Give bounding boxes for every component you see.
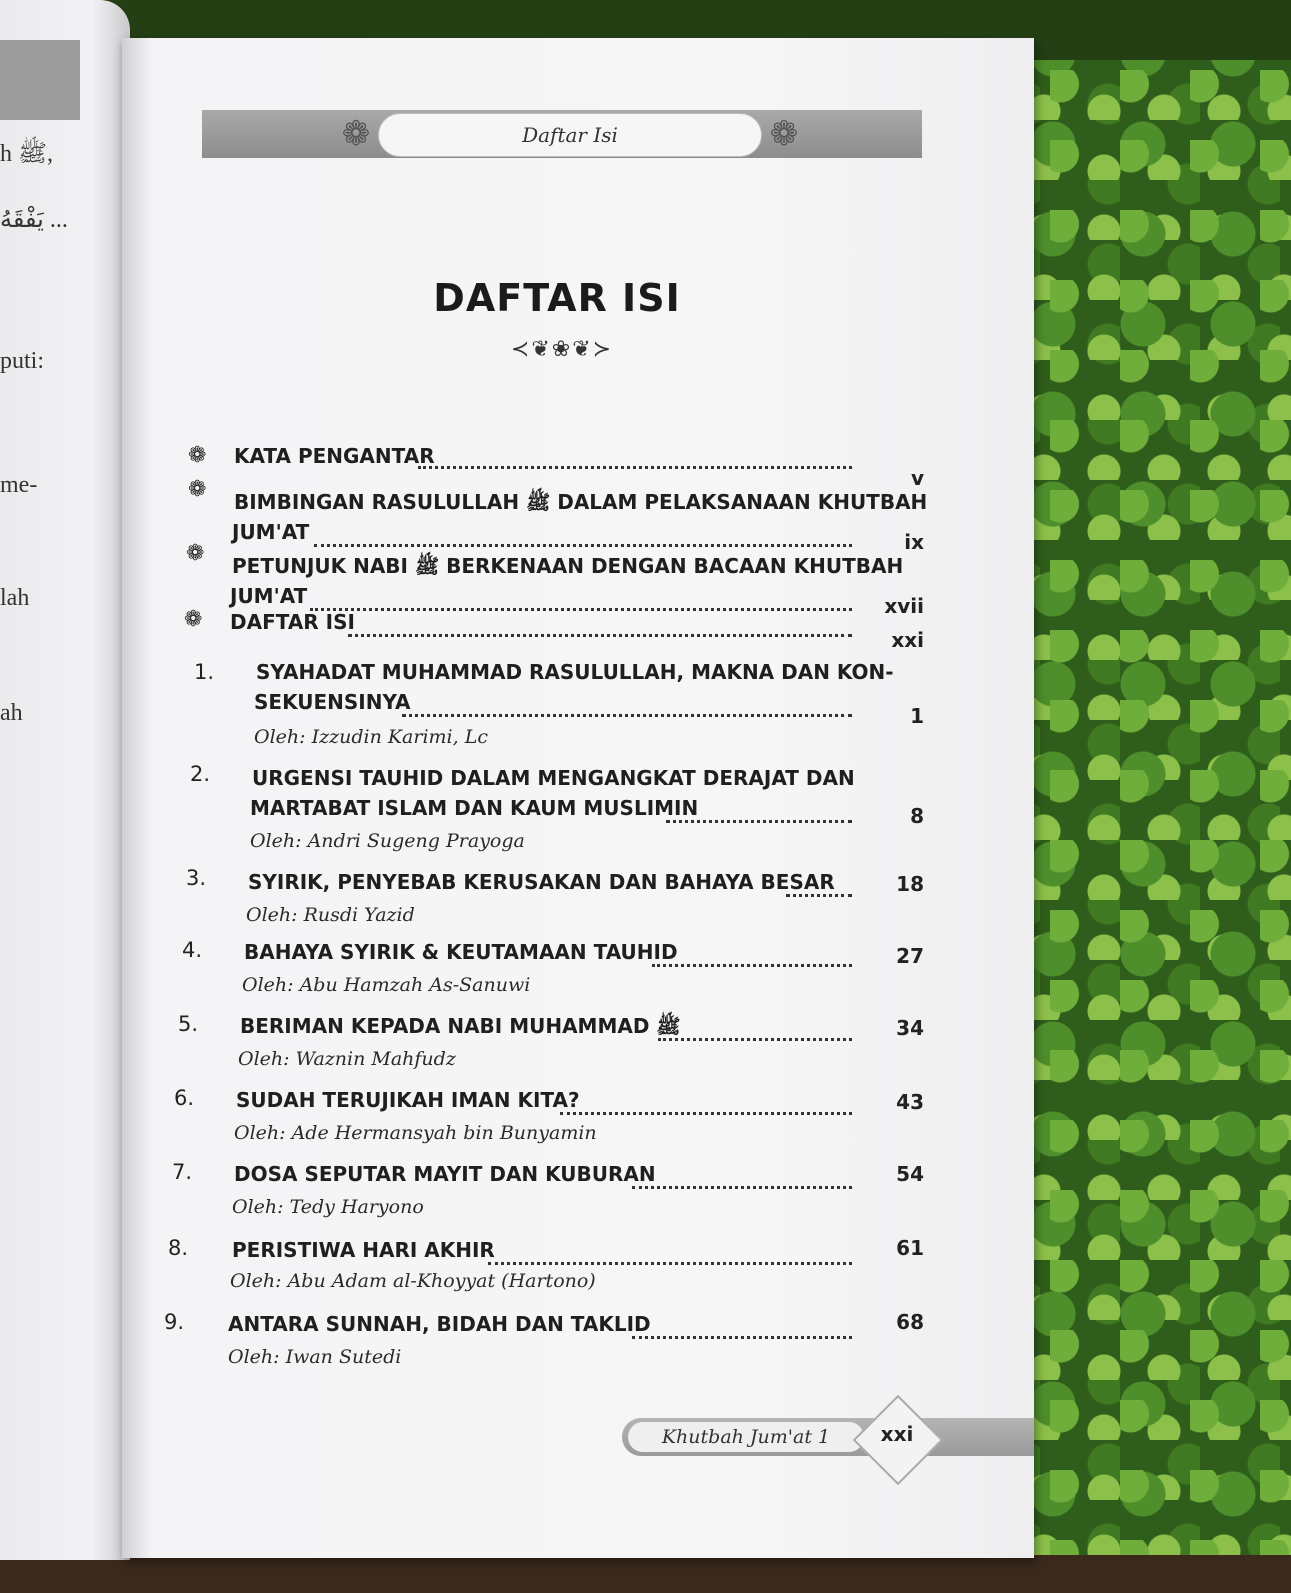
leader-dots: [402, 714, 852, 717]
left-page-text-fragment: lah: [0, 585, 30, 611]
ornament-icon: ❁: [769, 115, 799, 153]
toc-entry-title: DAFTAR ISI: [230, 610, 355, 634]
toc-entry-title-continued: JUM'AT: [230, 584, 308, 608]
leader-dots: [560, 1112, 852, 1115]
chapter-author: Oleh: Ade Hermansyah bin Bunyamin: [234, 1122, 597, 1144]
page-title: DAFTAR ISI: [433, 276, 681, 320]
toc-page-number: v: [910, 466, 924, 490]
left-page-header-band: [0, 40, 80, 120]
leader-dots: [632, 1186, 852, 1189]
left-page-text-fragment: me-: [0, 472, 38, 498]
leader-dots: [786, 894, 852, 897]
chapter-title: DOSA SEPUTAR MAYIT DAN KUBURAN: [234, 1162, 656, 1186]
flower-bullet-icon: ❁: [188, 476, 207, 501]
toc-page-number: 61: [896, 1236, 924, 1260]
leader-dots: [652, 964, 852, 967]
chapter-title-continued: SEKUENSINYA: [254, 690, 411, 714]
chapter-title: BAHAYA SYIRIK & KEUTAMAAN TAUHID: [244, 940, 678, 964]
chapter-number: 4.: [182, 938, 203, 962]
chapter-title: BERIMAN KEPADA NABI MUHAMMAD ﷺ: [240, 1014, 681, 1038]
chapter-number: 1.: [194, 660, 215, 684]
toc-page-number: 27: [896, 944, 924, 968]
divider-ornament-icon: ≺❦❀❦≻: [510, 336, 614, 361]
footer-page-number: xxi: [880, 1422, 914, 1446]
toc-page-number: 1: [910, 704, 924, 728]
chapter-author: Oleh: Abu Hamzah As-Sanuwi: [242, 974, 531, 996]
footer-book-title: Khutbah Jum'at 1: [628, 1422, 864, 1452]
chapter-number: 6.: [174, 1086, 195, 1110]
chapter-title: ANTARA SUNNAH, BIDAH DAN TAKLID: [228, 1312, 651, 1336]
background-table-edge: [0, 1555, 1291, 1593]
left-page-text-fragment: يَفْقَهُ ...: [0, 207, 68, 233]
running-header: [202, 110, 922, 158]
chapter-title: SYAHADAT MUHAMMAD RASULULLAH, MAKNA DAN KON-: [256, 660, 894, 684]
chapter-title: SUDAH TERUJIKAH IMAN KITA?: [236, 1088, 580, 1112]
leader-dots: [632, 1336, 852, 1339]
toc-page-number: 34: [896, 1016, 924, 1040]
toc-entry-title: KATA PENGANTAR: [234, 444, 435, 468]
left-page-text-fragment: ah: [0, 700, 23, 726]
leader-dots: [314, 544, 852, 547]
flower-bullet-icon: ❁: [186, 540, 205, 565]
leader-dots: [418, 466, 852, 469]
chapter-number: 2.: [190, 762, 211, 786]
chapter-title: SYIRIK, PENYEBAB KERUSAKAN DAN BAHAYA BESAR: [248, 870, 835, 894]
chapter-number: 5.: [178, 1012, 199, 1036]
chapter-author: Oleh: Andri Sugeng Prayoga: [250, 830, 525, 852]
toc-page-number: 68: [896, 1310, 924, 1334]
running-header-title: Daftar Isi: [378, 113, 762, 157]
chapter-title: URGENSI TAUHID DALAM MENGANGKAT DERAJAT DAN: [252, 766, 855, 790]
chapter-author: Oleh: Rusdi Yazid: [246, 904, 415, 926]
leader-dots: [666, 820, 852, 823]
toc-page-number: 54: [896, 1162, 924, 1186]
chapter-title-continued: MARTABAT ISLAM DAN KAUM MUSLIMIN: [250, 796, 699, 820]
chapter-author: Oleh: Tedy Haryono: [232, 1196, 424, 1218]
left-page-text-fragment: puti:: [0, 348, 45, 374]
chapter-number: 9.: [164, 1310, 185, 1334]
toc-page-number: xvii: [884, 594, 924, 618]
toc-entry-title: PETUNJUK NABI ﷺ BERKENAAN DENGAN BACAAN KHUTBAH: [232, 554, 904, 578]
chapter-author: Oleh: Izzudin Karimi, Lc: [254, 726, 488, 748]
book-page: [122, 38, 1034, 1558]
chapter-author: Oleh: Abu Adam al-Khoyyat (Hartono): [230, 1270, 596, 1292]
toc-entry-title: BIMBINGAN RASULULLAH ﷺ DALAM PELAKSANAAN KHUTBAH: [234, 490, 928, 514]
toc-page-number: 18: [896, 872, 924, 896]
leader-dots: [348, 634, 852, 637]
chapter-number: 3.: [186, 866, 207, 890]
toc-entry-title-continued: JUM'AT: [232, 520, 310, 544]
toc-page-number: xxi: [891, 628, 924, 652]
chapter-number: 8.: [168, 1236, 189, 1260]
leader-dots: [488, 1262, 852, 1265]
flower-bullet-icon: ❁: [188, 442, 207, 467]
flower-bullet-icon: ❁: [184, 606, 203, 631]
left-page-text-fragment: h ﷺ,: [0, 141, 53, 167]
leader-dots: [310, 608, 852, 611]
toc-page-number: 43: [896, 1090, 924, 1114]
leader-dots: [658, 1038, 852, 1041]
chapter-title: PERISTIWA HARI AKHIR: [232, 1238, 495, 1262]
ornament-icon: ❁: [341, 115, 371, 153]
chapter-author: Oleh: Iwan Sutedi: [228, 1346, 402, 1368]
toc-page-number: 8: [910, 804, 924, 828]
chapter-author: Oleh: Waznin Mahfudz: [238, 1048, 456, 1070]
left-facing-page: [0, 0, 130, 1560]
toc-page-number: ix: [904, 530, 924, 554]
chapter-number: 7.: [172, 1160, 193, 1184]
